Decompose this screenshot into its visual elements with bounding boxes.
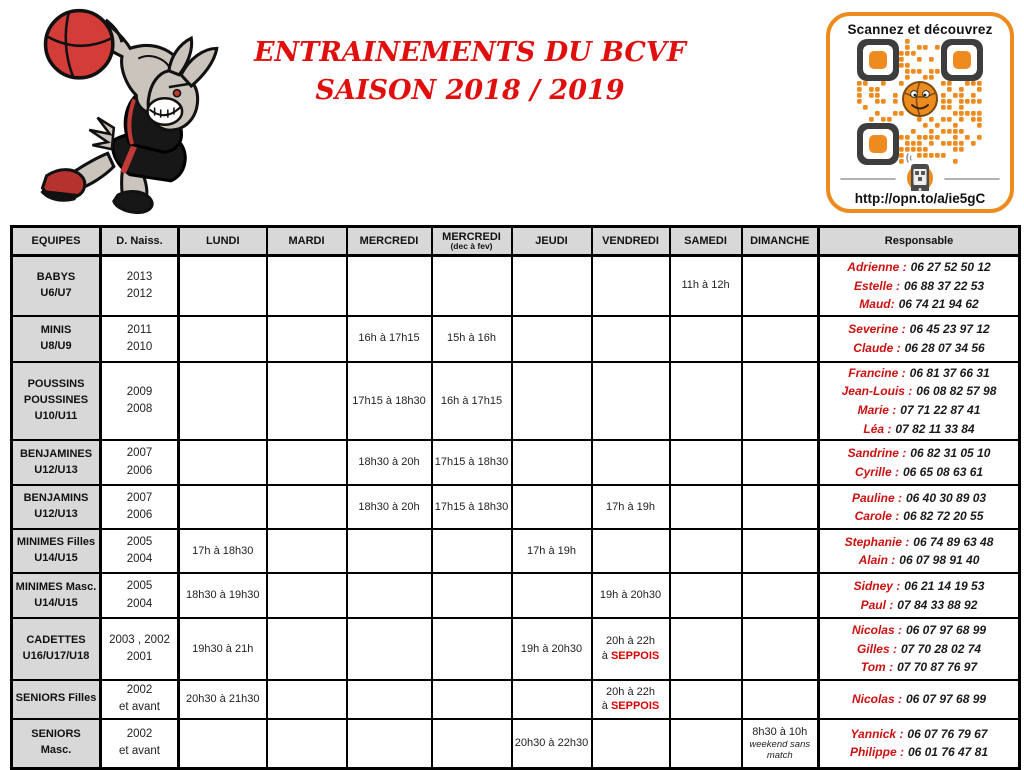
schedule-cell-mercredi — [347, 573, 432, 618]
birth-year: 2013 — [126, 270, 153, 283]
basketball-icon — [46, 11, 113, 78]
schedule-cell-jeudi — [512, 316, 592, 362]
title-line-1: ENTRAINEMENTS DU BCVF — [253, 37, 687, 68]
schedule-cell-samedi — [670, 680, 742, 719]
responsable-name: Philippe : — [849, 745, 904, 760]
schedule-table — [10, 225, 1021, 770]
training-time: 17h15 à 18h30 — [434, 500, 509, 513]
place-prefix: à — [601, 700, 611, 713]
schedule-cell-mercredi-dec — [432, 256, 512, 316]
responsable-name: Cyrille : — [854, 464, 899, 479]
table-header-row — [12, 227, 1020, 256]
team-name: Masc. — [40, 744, 72, 757]
team-name: U8/U9 — [40, 339, 72, 352]
schedule-cell-mardi — [267, 362, 347, 440]
birth-year-cell — [101, 440, 179, 485]
schedule-cell-lundi — [179, 719, 267, 769]
birth-year: 2009 — [126, 385, 153, 398]
schedule-cell-mardi — [267, 680, 347, 719]
responsable-line — [822, 577, 1016, 596]
responsable-phone: 07 84 33 88 92 — [897, 597, 978, 612]
schedule-cell-jeudi — [512, 256, 592, 316]
responsable-name: Nicolas : — [851, 692, 902, 707]
responsable-name: Adrienne : — [847, 260, 907, 274]
basketball-player-logo — [16, 4, 230, 216]
team-name: MINIS — [40, 323, 72, 336]
responsable-line — [822, 382, 1016, 401]
birth-year-cell — [101, 529, 179, 573]
responsable-line — [822, 596, 1016, 615]
schedule-cell-mardi — [267, 618, 347, 680]
responsable-phone: 06 07 97 68 99 — [905, 623, 987, 638]
team-name: U14/U15 — [34, 596, 78, 609]
responsable-phone: 06 82 31 05 10 — [910, 446, 991, 461]
responsable-cell — [819, 316, 1020, 362]
table-row — [12, 573, 1020, 618]
col-header-mercredi: MERCREDI — [347, 227, 432, 256]
responsable-phone: 06 88 37 22 53 — [903, 278, 985, 293]
responsable-name: Claude : — [853, 340, 901, 355]
schedule-cell-mardi — [267, 485, 347, 529]
team-name: BENJAMINES — [19, 447, 93, 460]
schedule-cell-samedi — [670, 316, 742, 362]
schedule-cell-dimanche — [742, 719, 819, 769]
responsable-phone: 06 28 07 34 56 — [904, 340, 985, 355]
responsable-line — [822, 420, 1016, 439]
training-time: 15h à 16h — [447, 332, 496, 345]
responsable-line — [822, 364, 1016, 383]
responsable-phone: 07 71 22 87 41 — [900, 402, 981, 417]
training-time: 16h à 17h15 — [358, 332, 420, 345]
team-cell — [12, 256, 101, 316]
schedule-cell-samedi — [670, 618, 742, 680]
team-name: U12/U13 — [34, 463, 78, 476]
responsable-cell — [819, 573, 1020, 618]
schedule-cell-samedi — [670, 529, 742, 573]
responsable-line — [822, 444, 1016, 463]
table-row — [12, 680, 1020, 719]
schedule-cell-mercredi-dec — [432, 680, 512, 719]
page-title — [233, 34, 707, 111]
birth-year: 2007 — [126, 491, 153, 504]
responsable-line — [822, 621, 1016, 640]
place-name: SEPPOIS — [610, 700, 660, 713]
training-time: 17h15 à 18h30 — [434, 456, 509, 469]
responsable-phone: 06 74 21 94 62 — [898, 297, 979, 312]
responsable-name: Maud: — [859, 297, 895, 312]
schedule-cell-lundi — [179, 256, 267, 316]
responsable-phone: 06 01 76 47 81 — [907, 745, 989, 760]
team-cell — [12, 618, 101, 680]
schedule-cell-lundi — [179, 362, 267, 440]
schedule-cell-vendredi — [592, 316, 670, 362]
responsable-phone: 06 07 76 79 67 — [907, 726, 988, 741]
schedule-cell-dimanche — [742, 573, 819, 618]
birth-year: 2006 — [126, 464, 153, 477]
training-time: 20h30 à 22h30 — [514, 736, 589, 749]
col-header-lundi: LUNDI — [179, 227, 267, 256]
schedule-cell-mardi — [267, 573, 347, 618]
schedule-cell-samedi — [670, 719, 742, 769]
team-name: U12/U13 — [34, 508, 78, 521]
team-cell — [12, 573, 101, 618]
responsable-phone: 06 21 14 19 53 — [904, 579, 985, 594]
team-name: BENJAMINS — [23, 492, 89, 505]
schedule-cell-samedi — [670, 573, 742, 618]
birth-year: 2004 — [126, 553, 153, 566]
training-place — [595, 699, 667, 714]
birth-year: 2010 — [126, 340, 153, 353]
training-place — [595, 649, 667, 664]
birth-year: 2003 , 2002 — [109, 633, 170, 646]
qr-caption: Scannez et découvrez — [847, 22, 993, 37]
responsable-name: Marie : — [857, 402, 897, 417]
responsable-name: Alain : — [858, 553, 896, 568]
birth-year: 2001 — [126, 651, 153, 664]
responsable-phone: 06 07 97 68 99 — [905, 692, 987, 707]
schedule-cell-mardi — [267, 316, 347, 362]
training-time: 20h30 à 21h30 — [186, 692, 260, 705]
training-time: 18h30 à 19h30 — [186, 589, 260, 602]
responsable-line — [822, 258, 1016, 277]
responsable-line — [822, 690, 1016, 709]
col-header-naiss: D. Naiss. — [101, 227, 179, 256]
team-name: POUSSINS — [27, 378, 85, 391]
col-header-responsable: Responsable — [819, 227, 1020, 256]
schedule-cell-lundi — [179, 440, 267, 485]
responsable-line — [822, 463, 1016, 482]
schedule-cell-dimanche — [742, 440, 819, 485]
schedule-cell-samedi — [670, 440, 742, 485]
responsable-line — [822, 489, 1016, 508]
schedule-cell-jeudi — [512, 680, 592, 719]
schedule-cell-mardi — [267, 529, 347, 573]
birth-year: 2004 — [126, 597, 153, 610]
col-header-equipes: EQUIPES — [12, 227, 101, 256]
table-row — [12, 440, 1020, 485]
schedule-cell-dimanche — [742, 362, 819, 440]
training-time: 17h15 à 18h30 — [352, 394, 426, 407]
training-time: 20h à 22h — [606, 635, 655, 648]
training-time: 8h30 à 10h — [752, 726, 808, 739]
schedule-cell-mercredi — [347, 618, 432, 680]
training-time: 19h30 à 21h — [192, 642, 254, 655]
schedule-cell-lundi — [179, 618, 267, 680]
responsable-line — [822, 640, 1016, 659]
responsable-line — [822, 295, 1016, 314]
schedule-cell-vendredi — [592, 256, 670, 316]
qr-url[interactable]: http://opn.to/a/ie5gC — [854, 191, 986, 206]
schedule-cell-jeudi — [512, 440, 592, 485]
responsable-name: Carole : — [854, 509, 900, 524]
responsable-phone: 06 40 30 89 03 — [905, 490, 987, 505]
responsable-name: Estelle : — [853, 278, 900, 293]
team-cell — [12, 529, 101, 573]
training-time: 17h à 19h — [606, 500, 655, 513]
schedule-cell-lundi — [179, 485, 267, 529]
birth-year-cell — [101, 618, 179, 680]
responsable-name: Yannick : — [850, 726, 904, 741]
schedule-cell-mercredi — [347, 256, 432, 316]
schedule-cell-jeudi — [512, 618, 592, 680]
team-name: U10/U11 — [34, 409, 78, 422]
qr-panel — [826, 12, 1014, 213]
schedule-cell-jeudi — [512, 485, 592, 529]
col-header-mardi: MARDI — [267, 227, 347, 256]
training-time: 20h à 22h — [606, 685, 655, 698]
schedule-cell-vendredi — [592, 618, 670, 680]
team-name: MINIMES Filles — [16, 536, 96, 549]
birth-year: 2002 — [126, 684, 153, 697]
schedule-cell-lundi — [179, 529, 267, 573]
schedule-cell-dimanche — [742, 618, 819, 680]
col-header-dimanche: DIMANCHE — [742, 227, 819, 256]
table-row — [12, 362, 1020, 440]
birth-year-cell — [101, 573, 179, 618]
team-cell — [12, 362, 101, 440]
place-name: SEPPOIS — [610, 650, 660, 663]
schedule-cell-mercredi-dec — [432, 362, 512, 440]
team-name: SENIORS Filles — [15, 692, 97, 705]
responsable-name: Tom : — [860, 660, 894, 675]
team-cell — [12, 485, 101, 529]
training-time: 19h à 20h30 — [599, 589, 662, 602]
birth-year: 2012 — [126, 287, 153, 300]
birth-year-cell — [101, 680, 179, 719]
table-row — [12, 529, 1020, 573]
responsable-cell — [819, 362, 1020, 440]
schedule-cell-lundi — [179, 573, 267, 618]
responsable-cell — [819, 618, 1020, 680]
birth-year: 2005 — [126, 535, 153, 548]
birth-year: 2006 — [126, 509, 153, 522]
schedule-cell-mardi — [267, 440, 347, 485]
col-header-samedi: SAMEDI — [670, 227, 742, 256]
schedule-note: weekend sans match — [749, 738, 811, 761]
birth-year-cell — [101, 316, 179, 362]
table-row — [12, 719, 1020, 769]
schedule-cell-mercredi-dec — [432, 529, 512, 573]
birth-year: 2011 — [127, 323, 152, 336]
team-name: CADETTES — [26, 634, 86, 647]
schedule-cell-dimanche — [742, 316, 819, 362]
schedule-cell-mercredi — [347, 529, 432, 573]
responsable-line — [822, 277, 1016, 296]
responsable-cell — [819, 440, 1020, 485]
responsable-line — [822, 339, 1016, 358]
team-cell — [12, 719, 101, 769]
responsable-line — [822, 658, 1016, 677]
training-time: 19h à 20h30 — [520, 642, 583, 655]
birth-year: 2005 — [126, 580, 153, 593]
responsable-name: Sidney : — [853, 579, 901, 594]
team-name: U16/U17/U18 — [22, 650, 90, 663]
birth-year-cell — [101, 256, 179, 316]
schedule-cell-mercredi-dec — [432, 440, 512, 485]
schedule-cell-vendredi — [592, 362, 670, 440]
responsable-phone: 06 08 82 57 98 — [916, 384, 997, 399]
birth-year: 2008 — [126, 402, 153, 415]
responsable-name: Pauline : — [851, 490, 902, 505]
col-header-vendredi: VENDREDI — [592, 227, 670, 256]
table-row — [12, 256, 1020, 316]
responsable-name: Stephanie : — [844, 534, 910, 549]
responsable-name: Léa : — [863, 421, 892, 436]
responsable-phone: 06 82 72 20 55 — [903, 509, 984, 524]
table-row — [12, 618, 1020, 680]
team-cell — [12, 316, 101, 362]
schedule-cell-mercredi — [347, 316, 432, 362]
birth-year: 2002 — [126, 728, 153, 741]
responsable-cell — [819, 485, 1020, 529]
schedule-cell-vendredi — [592, 440, 670, 485]
schedule-cell-mardi — [267, 719, 347, 769]
col-header-mercredi-dec — [432, 227, 512, 256]
birth-year-cell — [101, 719, 179, 769]
training-time: 11h à 12h — [681, 279, 730, 292]
basketball-player-dunking-icon — [16, 4, 230, 216]
responsable-phone: 06 65 08 63 61 — [902, 464, 984, 479]
responsable-line — [822, 551, 1016, 570]
place-prefix: à — [601, 650, 611, 663]
training-time: 17h à 19h — [527, 544, 576, 557]
schedule-cell-mercredi — [347, 719, 432, 769]
schedule-cell-mercredi — [347, 362, 432, 440]
responsable-line — [822, 743, 1016, 762]
birth-year-cell — [101, 485, 179, 529]
schedule-cell-dimanche — [742, 680, 819, 719]
schedule-cell-samedi — [670, 362, 742, 440]
training-time: 16h à 17h15 — [440, 394, 503, 407]
responsable-name: Sandrine : — [847, 446, 907, 461]
schedule-cell-mercredi — [347, 485, 432, 529]
responsable-phone: 06 81 37 66 31 — [909, 365, 990, 380]
responsable-name: Paul : — [860, 597, 894, 612]
schedule-cell-dimanche — [742, 256, 819, 316]
responsable-name: Gilles : — [856, 641, 897, 656]
team-cell — [12, 440, 101, 485]
schedule-cell-jeudi — [512, 529, 592, 573]
col-header-jeudi: JEUDI — [512, 227, 592, 256]
responsable-phone: 06 07 98 91 40 — [899, 553, 980, 568]
responsable-name: Jean-Louis : — [841, 384, 913, 399]
responsable-phone: 07 82 11 33 84 — [895, 421, 975, 436]
team-name: U6/U7 — [40, 286, 72, 299]
table-row — [12, 316, 1020, 362]
schedule-cell-vendredi — [592, 529, 670, 573]
responsable-phone: 07 70 87 76 97 — [897, 660, 978, 675]
responsable-phone: 06 27 52 50 12 — [910, 260, 991, 274]
schedule-cell-dimanche — [742, 529, 819, 573]
team-name: MINIMES Masc. — [15, 580, 97, 593]
responsable-line — [822, 725, 1016, 744]
schedule-cell-mercredi-dec — [432, 618, 512, 680]
responsable-name: Francine : — [848, 365, 906, 380]
responsable-name: Nicolas : — [851, 623, 902, 638]
team-name: U14/U15 — [34, 552, 78, 565]
responsable-line — [822, 320, 1016, 339]
responsable-phone: 07 70 28 02 74 — [900, 641, 982, 656]
responsable-cell — [819, 256, 1020, 316]
schedule-cell-samedi — [670, 256, 742, 316]
team-name: BABYS — [36, 270, 76, 283]
schedule-cell-lundi — [179, 680, 267, 719]
responsable-phone: 06 45 23 97 12 — [909, 322, 990, 337]
schedule-cell-jeudi — [512, 362, 592, 440]
col-header-mercredi-dec-sub: (dec à fev) — [450, 241, 493, 252]
responsable-cell — [819, 719, 1020, 769]
team-name: POUSSINES — [23, 394, 89, 406]
schedule-cell-jeudi — [512, 719, 592, 769]
responsable-line — [822, 507, 1016, 526]
title-line-2: SAISON 2018 / 2019 — [315, 75, 625, 107]
schedule-cell-vendredi — [592, 485, 670, 529]
schedule-cell-jeudi — [512, 573, 592, 618]
team-cell — [12, 680, 101, 719]
training-time: 17h à 18h30 — [192, 544, 254, 557]
responsable-line — [822, 401, 1016, 420]
schedule-cell-mercredi-dec — [432, 573, 512, 618]
schedule-cell-vendredi — [592, 573, 670, 618]
schedule-cell-mercredi — [347, 680, 432, 719]
schedule-cell-mercredi-dec — [432, 316, 512, 362]
birth-year: et avant — [119, 745, 160, 758]
schedule-cell-lundi — [179, 316, 267, 362]
responsable-line — [822, 533, 1016, 552]
schedule-cell-mercredi-dec — [432, 719, 512, 769]
training-time: 18h30 à 20h — [358, 500, 420, 513]
responsable-name: Severine : — [848, 322, 906, 337]
schedule-cell-vendredi — [592, 719, 670, 769]
schedule-cell-mercredi — [347, 440, 432, 485]
responsable-phone: 06 74 89 63 48 — [913, 534, 994, 549]
birth-year: 2007 — [126, 447, 153, 460]
schedule-cell-dimanche — [742, 485, 819, 529]
schedule-cell-vendredi — [592, 680, 670, 719]
qr-code — [835, 39, 1005, 191]
schedule-cell-mercredi-dec — [432, 485, 512, 529]
table-row — [12, 485, 1020, 529]
responsable-cell — [819, 680, 1020, 719]
col-header-mercredi-dec-label: MERCREDI — [442, 231, 501, 244]
birth-year-cell — [101, 362, 179, 440]
birth-year: et avant — [119, 701, 160, 714]
schedule-cell-mardi — [267, 256, 347, 316]
schedule-cell-samedi — [670, 485, 742, 529]
responsable-cell — [819, 529, 1020, 573]
training-time: 18h30 à 20h — [358, 456, 420, 469]
team-name: SENIORS — [31, 728, 81, 741]
